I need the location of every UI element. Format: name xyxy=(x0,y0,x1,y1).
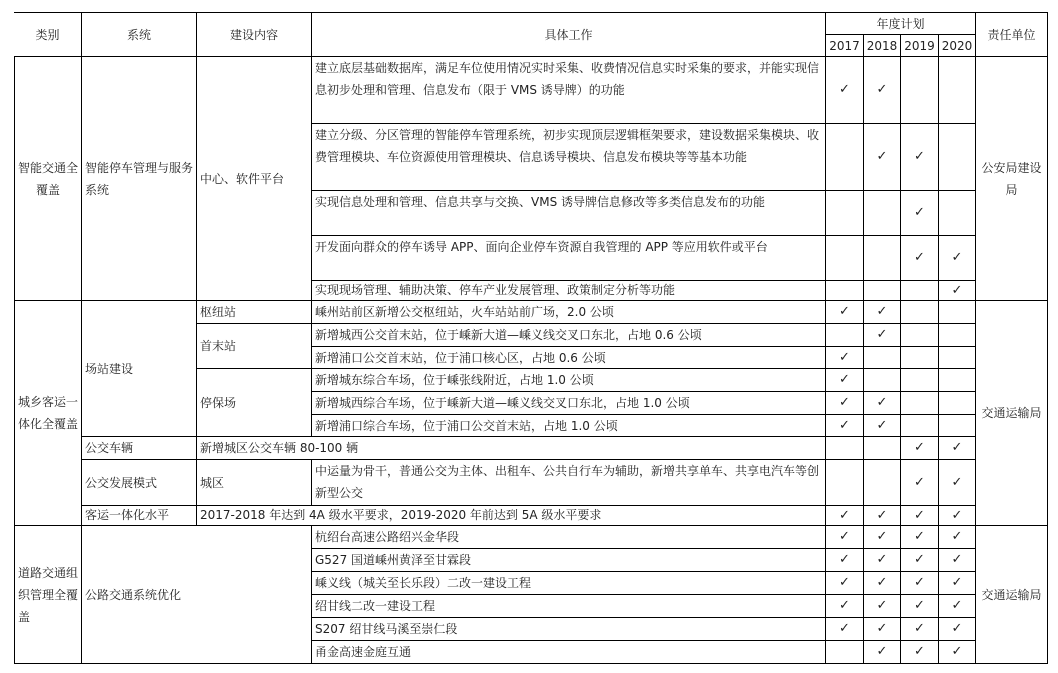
check-mark: ✓ xyxy=(826,347,864,369)
header-year-2020: 2020 xyxy=(939,35,976,57)
work-item: 建立分级、分区管理的智能停车管理系统，初步实现顶层逻辑框架要求，建设数据采集模块、收费管理模块、车位资源使用管理模块、信息诱导模块、信息发布模块等等基本功能 xyxy=(312,124,826,191)
check-mark: ✓ xyxy=(939,618,976,641)
check-mark: ✓ xyxy=(826,506,864,526)
check-mark: ✓ xyxy=(864,57,901,124)
check-mark: ✓ xyxy=(826,526,864,549)
work-item: 杭绍台高速公路绍兴金华段 xyxy=(312,526,826,549)
empty-cell xyxy=(939,392,976,415)
header-year-2017: 2017 xyxy=(826,35,864,57)
check-mark: ✓ xyxy=(864,392,901,415)
empty-cell xyxy=(939,191,976,236)
check-mark: ✓ xyxy=(826,301,864,324)
check-mark: ✓ xyxy=(864,415,901,437)
empty-cell xyxy=(864,347,901,369)
empty-cell xyxy=(826,324,864,347)
header-annual-plan: 年度计划 xyxy=(826,12,976,35)
empty-cell xyxy=(826,641,864,664)
empty-cell xyxy=(939,415,976,437)
check-mark: ✓ xyxy=(939,641,976,664)
check-mark: ✓ xyxy=(864,549,901,572)
header-year-2018: 2018 xyxy=(864,35,901,57)
check-mark: ✓ xyxy=(939,460,976,506)
empty-cell xyxy=(901,415,939,437)
check-mark: ✓ xyxy=(826,369,864,392)
check-mark: ✓ xyxy=(901,437,939,460)
empty-cell xyxy=(864,236,901,281)
check-mark: ✓ xyxy=(901,549,939,572)
responsible-transport-bureau: 交通运输局 xyxy=(976,301,1048,526)
empty-cell xyxy=(901,392,939,415)
work-item: 新增城东综合车场，位于嵊张线附近，占地 1.0 公顷 xyxy=(312,369,826,392)
category-urban-rural-transit: 城乡客运一体化全覆盖 xyxy=(14,301,82,526)
responsible-transport-bureau: 交通运输局 xyxy=(976,526,1048,664)
check-mark: ✓ xyxy=(939,506,976,526)
check-mark: ✓ xyxy=(864,641,901,664)
empty-cell xyxy=(939,124,976,191)
category-smart-traffic: 智能交通全覆盖 xyxy=(14,57,82,301)
work-item: 实现信息处理和管理、信息共享与交换、VMS 诱导牌信息修改等多类信息发布的功能 xyxy=(312,191,826,236)
check-mark: ✓ xyxy=(901,191,939,236)
check-mark: ✓ xyxy=(826,595,864,618)
empty-cell xyxy=(901,369,939,392)
header-construction: 建设内容 xyxy=(197,12,312,57)
construction-center-platform: 中心、软件平台 xyxy=(197,57,312,301)
empty-cell xyxy=(826,124,864,191)
check-mark: ✓ xyxy=(939,526,976,549)
check-mark: ✓ xyxy=(864,506,901,526)
check-mark: ✓ xyxy=(901,236,939,281)
work-item: 新增城区公交车辆 80-100 辆 xyxy=(197,437,826,460)
category-road-traffic: 道路交通组织管理全覆盖 xyxy=(14,526,82,664)
check-mark: ✓ xyxy=(901,506,939,526)
work-item: 中运量为骨干，普通公交为主体、出租车、公共自行车为辅助，新增共享单车、共享电汽车等创新型公交 xyxy=(312,460,826,506)
check-mark: ✓ xyxy=(901,641,939,664)
empty-cell xyxy=(901,347,939,369)
check-mark: ✓ xyxy=(901,618,939,641)
empty-cell xyxy=(826,281,864,301)
construction-hub-station: 枢纽站 xyxy=(197,301,312,324)
check-mark: ✓ xyxy=(939,549,976,572)
header-work: 具体工作 xyxy=(312,12,826,57)
empty-cell xyxy=(939,347,976,369)
work-item: 2017-2018 年达到 4A 级水平要求，2019-2020 年前达到 5A 级水平要求 xyxy=(197,506,826,526)
check-mark: ✓ xyxy=(826,572,864,595)
system-smart-parking: 智能停车管理与服务系统 xyxy=(82,57,197,301)
check-mark: ✓ xyxy=(864,618,901,641)
check-mark: ✓ xyxy=(826,618,864,641)
check-mark: ✓ xyxy=(901,526,939,549)
empty-cell xyxy=(826,460,864,506)
empty-cell xyxy=(826,236,864,281)
check-mark: ✓ xyxy=(826,415,864,437)
check-mark: ✓ xyxy=(864,124,901,191)
check-mark: ✓ xyxy=(901,595,939,618)
check-mark: ✓ xyxy=(864,572,901,595)
empty-cell xyxy=(901,57,939,124)
work-item: 甬金高速金庭互通 xyxy=(312,641,826,664)
work-item: 嵊州站前区新增公交枢纽站，火车站站前广场，2.0 公顷 xyxy=(312,301,826,324)
check-mark: ✓ xyxy=(939,572,976,595)
empty-cell xyxy=(939,369,976,392)
check-mark: ✓ xyxy=(826,392,864,415)
check-mark: ✓ xyxy=(864,595,901,618)
work-item: 实现现场管理、辅助决策、停车产业发展管理、政策制定分析等功能 xyxy=(312,281,826,301)
check-mark: ✓ xyxy=(826,57,864,124)
check-mark: ✓ xyxy=(939,595,976,618)
construction-depot: 停保场 xyxy=(197,369,312,437)
empty-cell xyxy=(864,460,901,506)
check-mark: ✓ xyxy=(864,526,901,549)
work-item: 新增浦口综合车场，位于浦口公交首末站，占地 1.0 公顷 xyxy=(312,415,826,437)
check-mark: ✓ xyxy=(939,281,976,301)
empty-cell xyxy=(864,369,901,392)
system-bus-vehicles: 公交车辆 xyxy=(82,437,197,460)
system-transit-level: 客运一体化水平 xyxy=(82,506,197,526)
construction-terminal-station: 首末站 xyxy=(197,324,312,369)
empty-cell xyxy=(826,191,864,236)
empty-cell xyxy=(864,281,901,301)
work-item: 新增城西公交首末站，位于嵊新大道—嵊义线交叉口东北，占地 0.6 公顷 xyxy=(312,324,826,347)
empty-cell xyxy=(901,324,939,347)
check-mark: ✓ xyxy=(901,460,939,506)
work-item: G527 国道嵊州黄泽至甘霖段 xyxy=(312,549,826,572)
empty-cell xyxy=(901,301,939,324)
header-responsible: 责任单位 xyxy=(976,12,1048,57)
system-station-construction: 场站建设 xyxy=(82,301,197,437)
work-item: 开发面向群众的停车诱导 APP、面向企业停车资源自我管理的 APP 等应用软件或平台 xyxy=(312,236,826,281)
empty-cell xyxy=(939,301,976,324)
work-item: 建立底层基础数据库，满足车位使用情况实时采集、收费情况信息实时采集的要求，并能实现信息初步处理和管理、信息发布（限于 VMS 诱导牌）的功能 xyxy=(312,57,826,124)
empty-cell xyxy=(901,281,939,301)
check-mark: ✓ xyxy=(939,437,976,460)
construction-urban-area: 城区 xyxy=(197,460,312,506)
responsible-police-construction: 公安局建设局 xyxy=(976,57,1048,301)
header-system: 系统 xyxy=(82,12,197,57)
system-bus-mode: 公交发展模式 xyxy=(82,460,197,506)
empty-cell xyxy=(826,437,864,460)
check-mark: ✓ xyxy=(901,572,939,595)
empty-cell xyxy=(864,191,901,236)
check-mark: ✓ xyxy=(826,549,864,572)
empty-cell xyxy=(939,324,976,347)
empty-cell xyxy=(864,437,901,460)
check-mark: ✓ xyxy=(864,301,901,324)
header-category: 类别 xyxy=(14,12,82,57)
header-year-2019: 2019 xyxy=(901,35,939,57)
work-item: 嵊义线（城关至长乐段）二改一建设工程 xyxy=(312,572,826,595)
work-item: S207 绍甘线马溪至崇仁段 xyxy=(312,618,826,641)
check-mark: ✓ xyxy=(864,324,901,347)
empty-cell xyxy=(939,57,976,124)
system-highway-optimization: 公路交通系统优化 xyxy=(82,526,312,664)
work-item: 绍甘线二改一建设工程 xyxy=(312,595,826,618)
check-mark: ✓ xyxy=(939,236,976,281)
work-item: 新增城西综合车场，位于嵊新大道—嵊义线交叉口东北，占地 1.0 公顷 xyxy=(312,392,826,415)
check-mark: ✓ xyxy=(901,124,939,191)
work-item: 新增浦口公交首末站，位于浦口核心区，占地 0.6 公顷 xyxy=(312,347,826,369)
